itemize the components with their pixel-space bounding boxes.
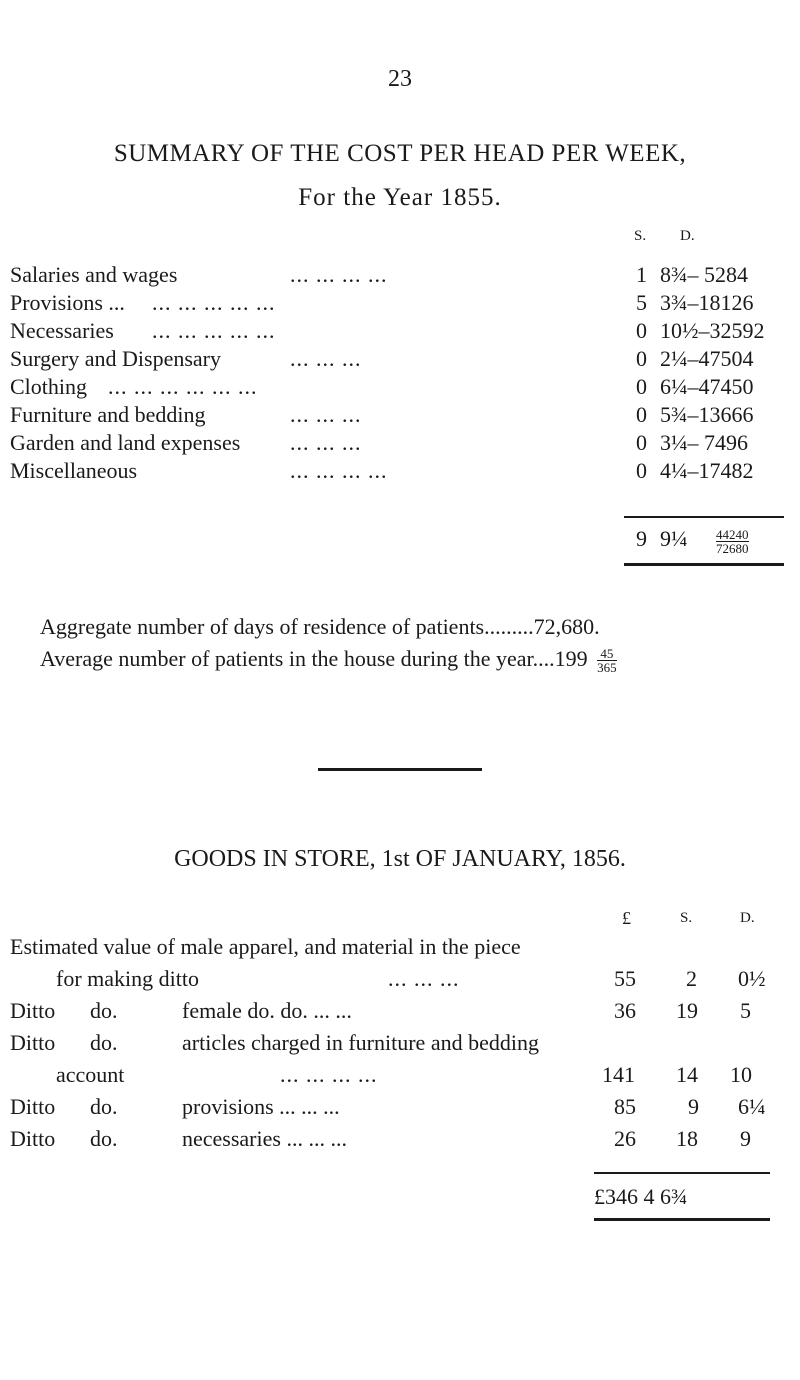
average-patients-text: Average number of patients in the house during the year....199	[40, 646, 588, 671]
pence-value: 0½	[738, 966, 766, 991]
shillings-value: 18	[676, 1126, 698, 1151]
shillings-value: 0	[636, 458, 647, 483]
summary-total-pence: 9¼	[660, 526, 688, 551]
goods-total-rule-bottom	[594, 1218, 770, 1221]
goods-row-ditto: do.	[90, 1030, 118, 1055]
pounds-value: 85	[614, 1094, 636, 1119]
leader-dots: ... ... ...	[290, 346, 362, 371]
pence-value: 6¼–47450	[660, 374, 754, 399]
goods-row-ditto: do.	[90, 1126, 118, 1151]
shillings-value: 5	[636, 290, 647, 315]
goods-row-item: necessaries ... ... ...	[182, 1126, 347, 1151]
goods-description: Estimated value of male apparel, and material in the piece	[10, 934, 521, 959]
pounds-value: 141	[602, 1062, 635, 1087]
shillings-value: 2	[686, 966, 697, 991]
average-patients-fraction	[597, 647, 617, 674]
pence-value: 5	[740, 998, 751, 1023]
shillings-value: 1	[636, 262, 647, 287]
pounds-value: 55	[614, 966, 636, 991]
summary-title: SUMMARY OF THE COST PER HEAD PER WEEK,	[113, 140, 687, 167]
pence-header: D.	[680, 228, 695, 244]
pence-value: 5¾–13666	[660, 402, 754, 427]
goods-title: GOODS IN STORE, 1st OF JANUARY, 1856.	[174, 846, 626, 872]
shillings-value: 9	[688, 1094, 699, 1119]
summary-row-label: Salaries and wages	[10, 262, 178, 287]
shillings-value: 14	[676, 1062, 698, 1087]
summary-total-rule-top	[624, 516, 784, 518]
fraction-denominator: 72680	[716, 541, 749, 556]
summary-row-label: Provisions ...	[10, 290, 125, 315]
summary-row-label: Clothing	[10, 374, 88, 399]
goods-row-label: account	[56, 1062, 125, 1087]
summary-row-label: Furniture and bedding	[10, 402, 206, 427]
summary-total-rule-bottom	[624, 563, 784, 566]
pence-value: 10	[730, 1062, 752, 1087]
shillings-value: 0	[636, 346, 647, 371]
pence-value: 9	[740, 1126, 751, 1151]
pence-value: 6¼	[738, 1094, 766, 1119]
goods-shillings-header: S.	[680, 910, 693, 926]
leader-dots: ... ... ... ... ... ...	[108, 374, 258, 399]
summary-total-shillings: 9	[636, 526, 647, 551]
leader-dots: ... ... ...	[290, 402, 362, 427]
goods-row-item: articles charged in furniture and bedding	[182, 1030, 539, 1055]
goods-row-item: female do. do. ... ...	[182, 998, 352, 1023]
goods-row-item: provisions ... ... ...	[182, 1094, 340, 1119]
pence-value: 3¼– 7496	[660, 430, 748, 455]
pence-value: 3¾–18126	[660, 290, 754, 315]
leader-dots: ... ... ...	[290, 430, 362, 455]
goods-row-label: Ditto	[10, 1094, 56, 1119]
summary-row-label: Necessaries	[10, 318, 114, 343]
goods-total: £346 4 6¾	[594, 1184, 688, 1209]
summary-row-label: Miscellaneous	[10, 458, 138, 483]
aggregate-days-line: Aggregate number of days of residence of patients.........72,680.	[40, 614, 600, 639]
shillings-value: 19	[676, 998, 698, 1023]
goods-row-label: Ditto	[10, 1126, 56, 1151]
summary-row-label: Surgery and Dispensary	[10, 346, 221, 371]
leader-dots: ... ... ...	[388, 966, 460, 991]
leader-dots: ... ... ... ... ...	[152, 318, 276, 343]
pence-value: 2¼–47504	[660, 346, 754, 371]
leader-dots: ... ... ... ...	[290, 262, 388, 287]
pounds-header: £	[622, 908, 631, 928]
goods-total-rule-top	[594, 1172, 770, 1174]
section-divider	[318, 768, 482, 771]
summary-row-label: Garden and land expenses	[10, 430, 241, 455]
leader-dots: ... ... ... ...	[280, 1062, 378, 1087]
shillings-value: 0	[636, 374, 647, 399]
average-patients-line	[40, 646, 617, 674]
fraction-denominator: 365	[597, 660, 617, 676]
pounds-value: 26	[614, 1126, 636, 1151]
goods-row-ditto: do.	[90, 1094, 118, 1119]
summary-total-fraction	[716, 528, 749, 555]
goods-row-ditto: do.	[90, 998, 118, 1023]
goods-pence-header: D.	[740, 910, 755, 926]
page-number: 23	[388, 66, 412, 92]
pounds-value: 36	[614, 998, 636, 1023]
shillings-value: 0	[636, 430, 647, 455]
goods-row-label: Ditto	[10, 1030, 56, 1055]
goods-row-label: Ditto	[10, 998, 56, 1023]
shillings-value: 0	[636, 402, 647, 427]
fraction-numerator: 45	[600, 646, 614, 662]
pence-value: 10½–32592	[660, 318, 765, 343]
fraction-numerator: 44240	[716, 527, 749, 542]
shillings-header: S.	[634, 228, 647, 244]
pence-value: 4¼–17482	[660, 458, 754, 483]
goods-row-label: for making ditto	[56, 966, 199, 991]
pence-value: 8¾– 5284	[660, 262, 748, 287]
shillings-value: 0	[636, 318, 647, 343]
summary-subtitle: For the Year 1855.	[298, 184, 502, 211]
leader-dots: ... ... ... ... ...	[152, 290, 276, 315]
leader-dots: ... ... ... ...	[290, 458, 388, 483]
